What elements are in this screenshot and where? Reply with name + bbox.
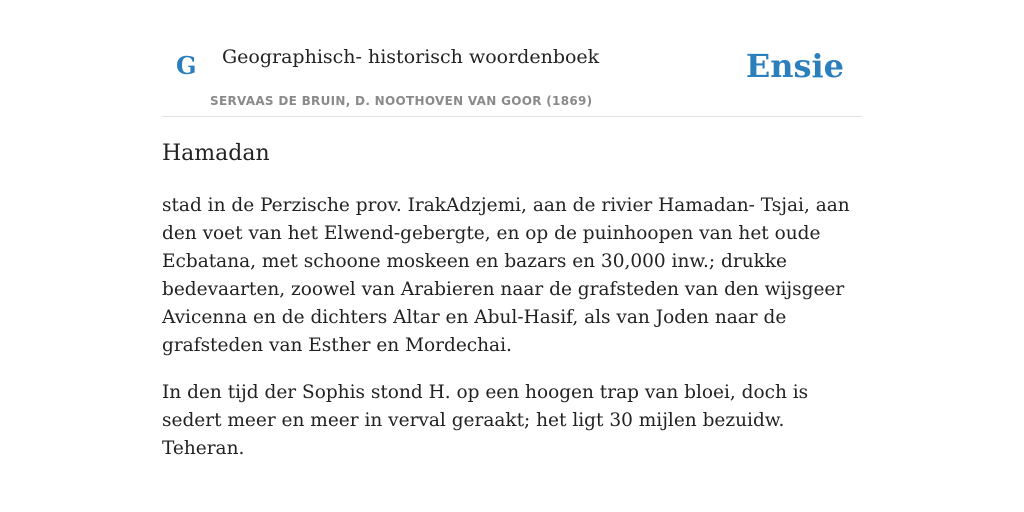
letter-badge[interactable]: G <box>176 51 197 80</box>
entry-title: Hamadan <box>162 141 270 166</box>
entry-paragraph: In den tijd der Sophis stond H. op een hoogen trap van bloei, doch is sedert meer en meer in verval geraakt; het ligt 30 mijlen bezuidw. Teheran. <box>162 382 809 459</box>
book-title[interactable]: Geographisch- historisch woordenboek <box>222 46 600 68</box>
entry-paragraph: stad in de Perzische prov. IrakAdzjemi, aan de rivier Hamadan- Tsjai, aan den voet van het Elwend-gebergte, en op de puinhoopen van het oude Ecbatana, met schoone moskeen en bazars en 30,000 inw.; drukke bedevaarten, zoowel van Arabieren naar de grafsteden van den wijsgeer Avicenna en de dichters Altar en Abul-Hasif, als van Joden naar de grafsteden van Esther en Mordechai. <box>162 195 850 356</box>
ensie-logo[interactable]: Ensie <box>745 47 844 85</box>
book-header <box>162 0 862 117</box>
entry-body <box>162 192 862 482</box>
book-authors: SERVAAS DE BRUIN, D. NOOTHOVEN VAN GOOR (1869) <box>210 94 593 108</box>
